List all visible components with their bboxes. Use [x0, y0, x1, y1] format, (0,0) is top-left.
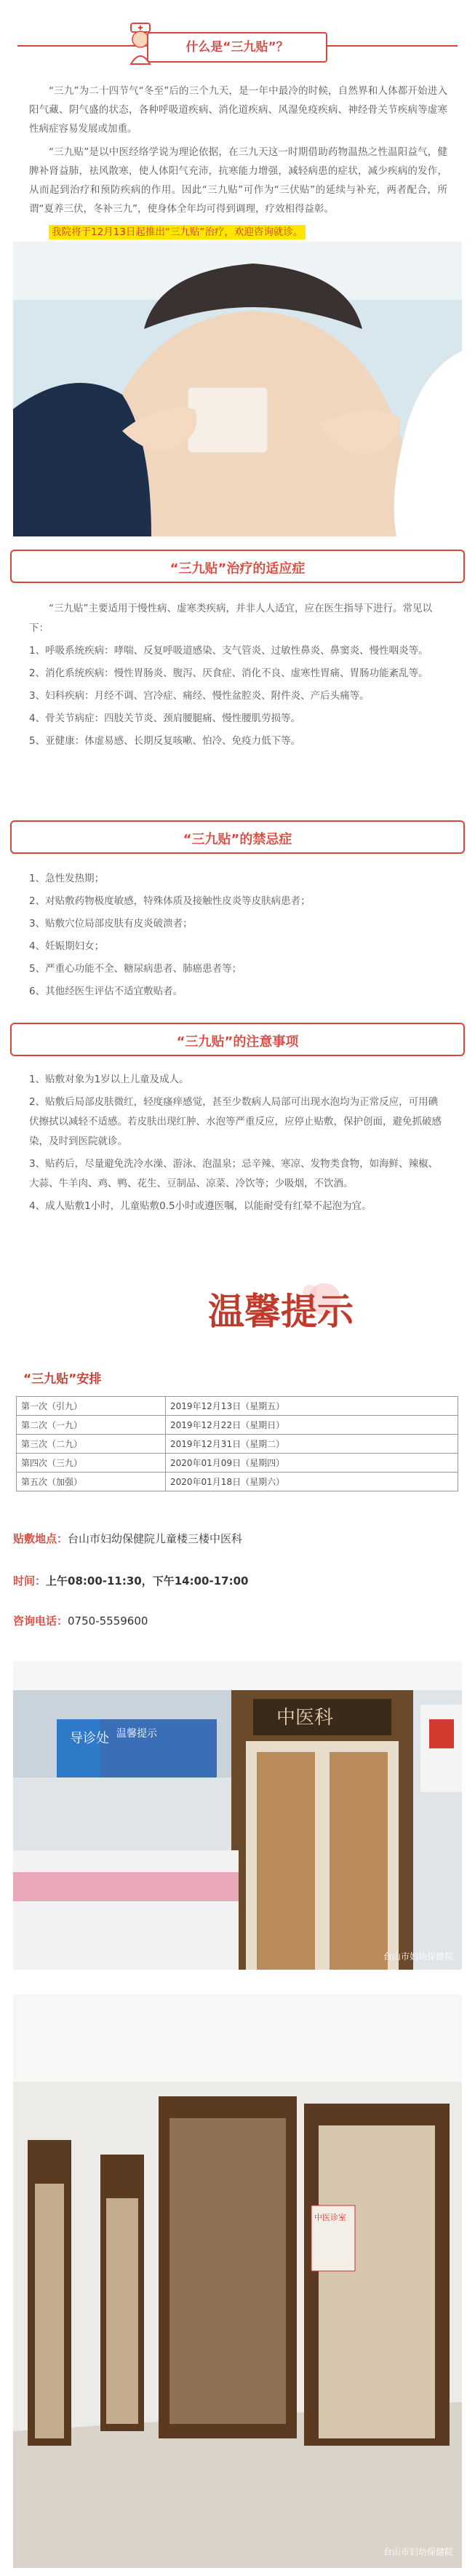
schedule-label: 第四次（三九）	[17, 1454, 166, 1473]
reminder-title: 温馨提示	[208, 1290, 354, 1333]
schedule-label: 第二次（一九）	[17, 1416, 166, 1435]
table-row	[17, 1473, 458, 1491]
indication-item: 1、呼吸系统疾病：哮喘、反复呼吸道感染、支气管炎、过敏性鼻炎、鼻窦炎、慢性咽炎等。	[29, 645, 428, 657]
indication-item: 2、消化系统疾病：慢性胃肠炎、腹泻、厌食症、消化不良、虚寒性胃痛、胃肠功能紊乱等。	[29, 667, 428, 679]
schedule-title: “三九贴”安排	[23, 1372, 102, 1387]
precaution-item: 3、贴药后，尽量避免洗冷水澡、游泳、泡温泉；忌辛辣、寒凉、发物类食物，如海鲜、辣椒、大蒜、牛羊肉、鸡、鸭、花生、豆制品、凉菜、冷饮等；少吸烟，不饮酒。	[29, 1158, 439, 1189]
indications-content	[29, 599, 447, 754]
intro-section	[29, 82, 447, 246]
precautions-content	[29, 1070, 447, 1219]
guide-sign: 导诊处	[70, 1731, 109, 1746]
indication-item: 5、亚健康：体虚易感、长期反复咳嗽、怕冷、免疫力低下等。	[29, 735, 301, 747]
tcm-sign: 中医科	[276, 1707, 334, 1729]
department-photo	[13, 1661, 462, 1970]
contraindications-title: “三九贴”的禁忌症	[183, 832, 292, 847]
time-value: 上午08:00-11:30，下午14:00-17:00	[46, 1574, 249, 1588]
contraindications-title-box	[10, 820, 465, 854]
table-row	[17, 1416, 458, 1435]
indication-item: 3、妇科疾病：月经不调、宫冷症、痛经、慢性盆腔炎、附件炎、产后头痛等。	[29, 690, 370, 702]
intro-paragraph-2: “三九贴”是以中医经络学说为理论依据，在三九天这一时期借助药物温热之性温阳益气，健脾补肾益肺，祛风散寒，使人体阳气充沛，抗寒能力增强，减轻病患的症状，减少疾病的发作，从而起到治疗和预防疾病的作用。因此“三九贴”可作为“三伏贴”的延续与补充，两者配合，所谓“夏养三伏，冬补三九”，使身体全年均可得到调理，疗效相得益彰。	[29, 146, 447, 215]
schedule-date: 2019年12月22日（星期日）	[166, 1416, 458, 1435]
contraindications-content	[29, 869, 447, 1004]
precaution-item: 4、成人贴敷1小时，儿童贴敷0.5小时或遵医嘱，以能耐受有红晕不起泡为宜。	[29, 1200, 372, 1212]
phone-label: 咨询电话：	[13, 1614, 68, 1628]
indications-title-box	[10, 550, 465, 583]
precautions-title: “三九贴”的注意事项	[176, 1034, 299, 1050]
treatment-illustration	[13, 242, 462, 536]
schedule-label: 第五次（加强）	[17, 1473, 166, 1491]
schedule-label: 第三次（二九）	[17, 1435, 166, 1454]
table-row	[17, 1454, 458, 1473]
contraindication-item: 5、严重心功能不全、糖尿病患者、肺癌患者等；	[29, 963, 242, 975]
time-label: 时间：	[13, 1574, 47, 1588]
location-value: 台山市妇幼保健院儿童楼三楼中医科	[68, 1532, 243, 1545]
watermark: 台山市妇幼保健院	[383, 1951, 453, 1962]
corridor-illustration	[13, 1994, 462, 2568]
wall-sign: 中医诊室	[314, 2213, 346, 2222]
schedule-date: 2020年01月18日（星期六）	[166, 1473, 458, 1491]
indication-item: 4、骨关节病症：四肢关节炎、颈肩腰腿痛、慢性腰肌劳损等。	[29, 713, 301, 724]
indications-lead: “三九贴”主要适用于慢性病、虚寒类疾病，并非人人适宜，应在医生指导下进行。常见以下：	[29, 603, 432, 634]
clinic-corridor-photo	[13, 1994, 462, 2568]
contraindication-item: 3、贴敷穴位局部皮肤有皮炎破溃者；	[29, 918, 193, 930]
schedule-date: 2020年01月09日（星期四）	[166, 1454, 458, 1473]
indications-title: “三九贴”治疗的适应症	[169, 561, 306, 576]
location-line	[13, 1531, 242, 1546]
contraindication-item: 2、对贴敷药物极度敏感，特殊体质及接触性皮炎等皮肤病患者；	[29, 895, 311, 907]
page-title: 什么是“三九贴”？	[147, 32, 327, 63]
notice-sign: 温馨提示	[116, 1728, 157, 1740]
phone-line	[13, 1613, 148, 1628]
precaution-item: 1、贴敷对象为1岁以上儿童及成人。	[29, 1074, 189, 1085]
contraindication-item: 4、妊娠期妇女；	[29, 940, 105, 952]
precaution-item: 2、贴敷后局部皮肤微红，轻度瘙痒感觉，甚至少数病人局部可出现水泡均为正常反应，可用碘伏擦拭以减轻不适感。若皮肤出现红肿、水泡等严重反应，应停止贴敷，保护创面，避免抓破感染，及时到医院就诊。	[29, 1096, 442, 1147]
location-label: 贴敷地点：	[13, 1532, 68, 1545]
precautions-title-box	[10, 1023, 465, 1056]
table-row	[17, 1435, 458, 1454]
schedule-label: 第一次（引九）	[17, 1397, 166, 1416]
reminder-heading	[208, 1279, 361, 1339]
treatment-photo	[13, 242, 462, 536]
contraindication-item: 1、急性发热期；	[29, 873, 105, 884]
schedule-date: 2019年12月31日（星期二）	[166, 1435, 458, 1454]
contraindication-item: 6、其他经医生评估不适宜敷贴者。	[29, 986, 183, 997]
department-illustration	[13, 1661, 462, 1970]
intro-paragraph-1: “三九”为二十四节气“冬至”后的三个九天，是一年中最冷的时候，自然界和人体都开始进入阳气藏、阴气盛的状态，各种呼吸道疾病、消化道疾病、风湿免疫疾病、神经骨关节疾病等虚寒性病症容易发展或加重。	[29, 85, 447, 135]
watermark: 台山市妇幼保健院	[383, 2547, 453, 2557]
schedule-date: 2019年12月13日（星期五）	[166, 1397, 458, 1416]
notice-highlight: 我院将于12月13日起推出“三九贴”治疗，欢迎咨询就诊。	[49, 225, 306, 239]
phone-value: 0750-5559600	[68, 1614, 148, 1628]
time-line	[13, 1573, 248, 1588]
table-row	[17, 1397, 458, 1416]
schedule-table	[16, 1396, 458, 1491]
